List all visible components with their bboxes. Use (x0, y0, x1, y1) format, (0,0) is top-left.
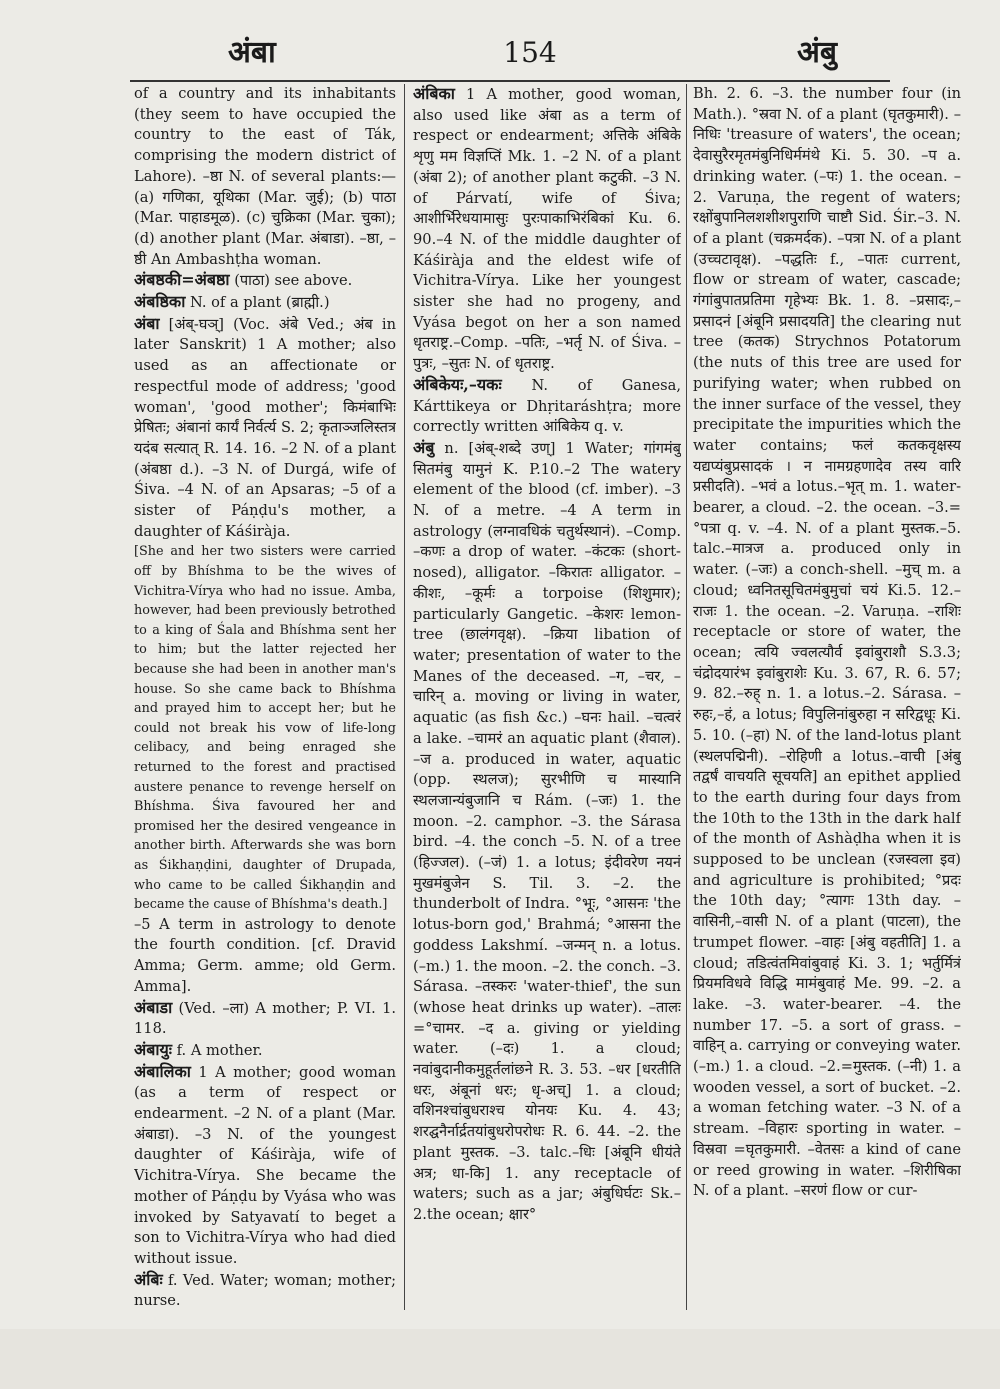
page-number: 154 (503, 36, 557, 69)
entry-text: of a country and its inhabitants (they seem to have occupied the country to the east of Ták, comprising the modern district of Lahore). –ष्ठा N. of several plants:— (a) गणिका, यूथिका (Mar. जुई); (b) पाठा (Mar. पाहाडमूळ). (c) चुक्रिका (Mar. चुका); (d) another plant (Mar. अंबाडा). –ष्ठा, –ष्ठी An Ambashṭha woman. (134, 85, 396, 268)
entry-ambikeya: अंबिकेयः,–यकः N. of Ganesa, Kárttikeya or Dhṛitaráshṭra; more correctly written आंबिकेय q. v. (413, 374, 681, 436)
entry-ambada: अंबाडा (Ved. –ला) A mother; P. VI. 1. 118. (134, 997, 396, 1038)
entry-ambu-continued: Bh. 2. 6. –3. the number four (in Math.). °स्रवा N. of a plant (घृतकुमारी). –निधिः 'treasure of waters', the ocean; देवासुरैरमृतमंबुनिधिर्ममंथे Ki. 5. 30. –प a. drinking water. (–पः) 1. the ocean. –2. Varuṇa, the regent of waters; रक्षोंबुपानिलशशीशपुराणि चाष्टौ Sid. Śir.–3. N. of a plant (चक्रमर्दक). –पत्रा N. of a plant (उच्चटावृक्ष). –पद्धतिः f., –पातः current, flow or stream of water, cascade; गंगांबुपातप्रतिमा गृहेभ्यः Bk. 1. 8. –प्रसादः,–प्रसादनं [अंबूनि प्रसादयति] the clearing nut tree (कतक) Strychnos Potatorum (the nuts of this tree are used for purifying water; when rubbed on the inner surface of the vessel, they precipitate the impurities which the water contains; फलं कतकवृक्षस्य यद्यप्यंबुप्रसादकं । न नामग्रहणादेव तस्य वारि प्रसीदति). –भवं a lotus.–भृत् m. 1. water-bearer, a cloud. –2. the ocean. –3.= °पत्रा q. v. –4. N. of a plant मुस्तक.–5. talc.–मात्रज a. produced only in water. (–जः) a conch-shell. –मुच् m. a cloud; ध्वनितसूचितमंबुमुचां चयं Ki.5. 12.–राजः 1. the ocean. –2. Varuṇa. –राशिः receptacle or store of water, the ocean; त्वयि ज्वलत्यौर्व इवांबुराशौ S.3.3; चंद्रोदयारंभ इवांबुराशेः Ku. 3. 67, R. 6. 57; 9. 82.–रुह् n. 1. a lotus.–2. Sárasa. –रुहः,–हं, a lotus; विपुलिनांबुरुहा न सरिद्वधूः Ki. 5. 10. (–हा) N. of the land-lotus plant (स्थलपद्मिनी). –रोहिणी a lotus.–वाची [अंबु तद्वर्षं वाचयति सूचयति] an epithet applied to the earth during four days from the 10th to the 13th in the dark half of the month of Ashàḍha when it is supposed to be unclean (रजस्वला इव) and agriculture is prohibited; °प्रदः the 10th day; °त्यागः 13th day. –वासिनी,–वासी N. of a plant (पाटला), the trumpet flower. –वाहः [अंबु वहतीति] 1. a cloud; तडित्वंतमिवांबुवाहं Ki. 3. 1; भर्तुर्मित्रं प्रियमविधवे विद्धि मामंबुवाहं Me. 99. –2. a lake. –3. water-bearer. –4. the number 17. –5. a sort of grass. –वाहिन् a. carrying or conveying water. (–m.) 1. a cloud. –2.=मुस्तक. (–नी) 1. a wooden vessel, a sort of bucket. –2. a woman fetching water. –3 N. of a stream. –विहारः sporting in water. –विस्रवा =घृतकुमारी. –वेतसः a kind of cane or reed growing in water. –शिरीषिका N. of a plant. –सरणं flow or cur- (693, 85, 961, 1200)
entry-ambu: अंबु n. [अंब्-शब्दे उण्] 1 Water; गांगमंबु सितमंबु यामुनं K. P.10.–2 The watery element of the blood (cf. imber). –3 N. of a metre. –4 A term in astrology (लग्नावधिकं चतुर्थस्थानं). –Comp. –कणः a drop of water. –कंटकः (short-nosed), alligator. –किरातः alligator. –कीशः, –कूर्मः a torpoise (शिशुमार); particularly Gangetic. –केशरः lemon-tree (छालंगवृक्ष). –क्रिया libation of water; presentation of water to the Manes of the deceased. –ग, –चर, –चारिन् a. moving or living in water, aquatic (as fish &c.) –घनः hail. –चत्वरं a lake. –चामरं an aquatic plant (शैवाल). –ज a. produced in water, aquatic (opp. स्थलज); सुरभीणि च मास्यानि स्थलजान्यंबुजानि च Rám. (–जः) 1. the moon. –2. camphor. –3. the Sárasa bird. –4. the conch –5. N. of a tree (हिज्जल). (–जं) 1. a lotus; इंदीवरेण नयनं मुखमंबुजेन S. Til. 3. –2. the thunderbolt of Indra. °भूः, °आसनः 'the lotus-born god,' Brahmá; °आसना the goddess Lakshmí. –जन्मन् n. a lotus. (–m.) 1. the moon. –2. the conch. –3. Sárasa. –तस्करः 'water-thief', the sun (whose heat drinks up water). –तालः =°चामर. –द a. giving or yielding water. (–दः) 1. a cloud; नवांबुदानीकमुहूर्तलांछने R. 3. 53. –धर [धरतीति धरः, अंबूनां धरः; धृ-अच्] 1. a cloud; वशिनश्चांबुधराश्च योनयः Ku. 4. 43; शरद्घनैर्नार्द्रतयांबुधरोपरोधः R. 6. 44. –2. the plant मुस्तक. –3. talc.–धिः [अंबूनि धीयंते अत्र; धा-कि] 1. any receptacle of waters; such as a jar; अंबुधिर्घटः Sk.–2.the ocean; क्षार° (413, 437, 681, 1223)
column-divider (404, 84, 405, 1310)
entry-ambika: अंबिका 1 A mother, good woman, also used like अंबा as a term of respect or endearment; अत्तिके अंबिके शृणु मम विज्ञप्तिं Mk. 1. –2 N. of a plant (अंबा 2); of another plant कटुकी. –3 N. of Párvatí, wife of Śiva; आशीर्भिरेधयामासुः पुरःपाकाभिरंबिकां Ku. 6. 90.–4 N. of the middle daughter of Káśiràja and the eldest wife of Vichitra-Vírya. Like her youngest sister she had no progeny, and Vyása begot on her a son named धृतराष्ट्र.–Comp. –पतिः, –भर्तृ N. of Śiva. –पुत्रः, –सुतः N. of धृतराष्ट्र. (413, 84, 681, 373)
headword: अंबष्ठकी=अंबष्ठा (134, 270, 230, 290)
column-divider (686, 84, 687, 1310)
column-3 (693, 84, 961, 1310)
column-1 (134, 84, 396, 1310)
headword: अंबालिका (134, 1061, 191, 1081)
headword: अंबु (413, 437, 435, 457)
entry-ambi: अंबिः f. Ved. Water; woman; mother; nurse. (134, 1269, 396, 1310)
headword: अंबिका (413, 84, 455, 103)
column-2 (413, 84, 681, 1310)
entry-ambalika: अंबालिका 1 A mother; good woman (as a term of respect or endearment. –2 N. of a plant (Mar. अंबाडा). –3 N. of the youngest daughter of Káśiràja, wife of Vichitra-Vírya. She became the mother of Páṇḍu by Vyása who was invoked by Satyavatí to beget a son to Vichitra-Vírya who had died without issue. (134, 1061, 396, 1267)
entry-ambashthaki: अंबष्ठकी=अंबष्ठा (पाठा) see above. (134, 270, 353, 290)
entry-amba-sense-5: –5 A term in astrology to denote the fourth condition. [cf. Dravid Amma; Germ. amme; old Germ. Amma]. (134, 915, 396, 995)
headword: अंबष्ठिका (134, 292, 186, 312)
header-right-guide-word: अंबु (797, 35, 838, 70)
headword: अंबाडा (134, 997, 173, 1017)
headword: अंबा (134, 313, 160, 333)
entry-amba: अंबा [अंब्-घञ्] (Voc. अंबे Ved.; अंब in later Sanskrit) 1 A mother; also used as an affectionate or respectful mode of address; 'good woman', 'good mother'; किमंबाभिः प्रेषितः; अंबानां कार्यं निर्वर्त्य S. 2; कृताञ्जलिस्तत्र यदंब सत्यात् R. 14. 16. –2 N. of a plant (अंबष्ठा d.). –3 N. of Durgá, wife of Śiva. –4 N. of an Apsaras; –5 of a sister of Páṇḍu's mother, a daughter of Káśiràja. (134, 313, 396, 540)
headword: अंबायुः (134, 1039, 173, 1059)
headword: अंबिकेयः,–यकः (413, 374, 502, 394)
entry-ambashthika: अंबष्ठिका N. of a plant (ब्राह्मी.) (134, 292, 330, 312)
entry-ambayu: अंबायुः f. A mother. (134, 1039, 263, 1059)
header-rule (130, 80, 890, 82)
headword: अंबिः (134, 1269, 163, 1289)
entry-amba-note: [She and her two sisters were carried off by Bhíshma to be the wives of Vichitra-Vírya who had no issue. Amba, however, had been previously betrothed to a king of Śala and Bhíshma sent her to him; but the latter rejected her because she had been in another man's house. So she came back to Bhíshma and prayed him to accept her; but he could not break his vow of life-long celibacy, and being enraged she returned to the forest and practised austere penance to revenge herself on Bhíshma. Śiva favoured her and promised her the desired vengeance in another birth. Afterwards she was born as Śikhaṇḍini, daughter of Drupada, who came to be called Śikhaṇḍin and became the cause of Bhíshma's death.] (134, 544, 396, 913)
header-left-guide-word: अंबा (228, 35, 276, 70)
page-bottom-margin (0, 1329, 1000, 1389)
